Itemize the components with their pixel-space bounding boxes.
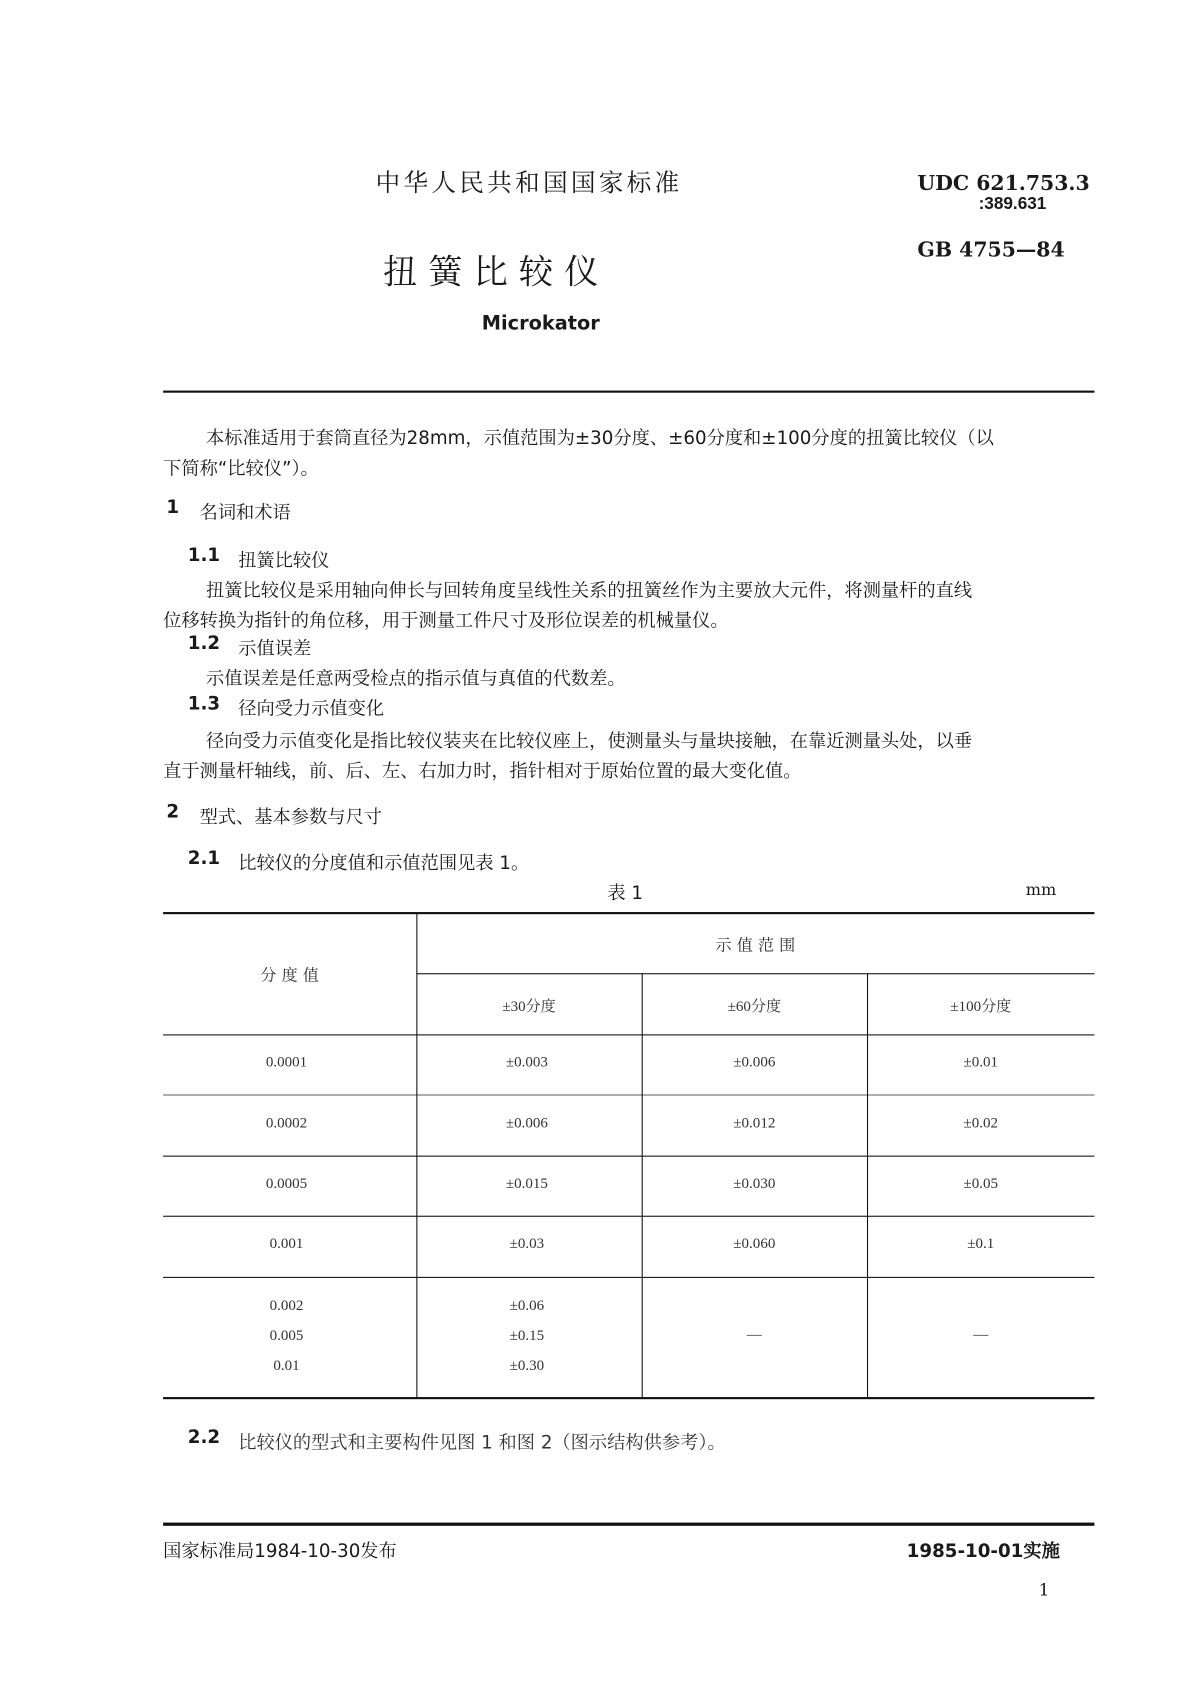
- body-line: 径向受力示值变化是指比较仪装夹在比较仪座上，使测量头与量块接触，在靠近测量头处，以垂: [206, 730, 973, 753]
- intro-line: 下简称“比较仪”）。: [163, 458, 319, 480]
- range-value: ±0.30: [509, 1358, 545, 1375]
- header-range: 示 值 范 围: [715, 935, 796, 955]
- division-value: 0.001: [269, 1236, 304, 1253]
- table-rule: [163, 1156, 1094, 1157]
- division-value: 0.01: [273, 1358, 300, 1375]
- body-line: 比较仪的分度值和示值范围见表 1。: [238, 853, 530, 875]
- range-value: ±0.1: [967, 1236, 995, 1253]
- division-value: 0.0001: [265, 1054, 308, 1071]
- section-title: 示值误差: [238, 638, 312, 660]
- table-col-rule: [416, 913, 417, 1398]
- range-value: ±0.01: [963, 1054, 998, 1071]
- gb-number: GB 4755—84: [917, 238, 1065, 262]
- range-value: ±0.15: [509, 1328, 545, 1345]
- section-title: 径向受力示值变化: [238, 698, 385, 720]
- range-value: ±0.05: [963, 1176, 998, 1193]
- footer-rule: [163, 1523, 1094, 1526]
- section-number: 2.1: [187, 847, 221, 870]
- division-value: 0.002: [269, 1298, 304, 1315]
- table-rule: [163, 1277, 1094, 1278]
- range-value-dash: —: [973, 1327, 989, 1344]
- section-number: 1: [166, 496, 180, 519]
- issue-date: 国家标准局1984-10-30发布: [163, 1540, 397, 1563]
- header-col: ±60分度: [727, 998, 781, 1016]
- range-value: ±0.006: [733, 1054, 776, 1071]
- table-rule: [163, 1216, 1094, 1217]
- standard-org: 中华人民共和国国家标准: [375, 169, 683, 198]
- table-rule: [163, 1034, 1094, 1035]
- page-number: 1: [1038, 1579, 1050, 1600]
- section-title: 名词和术语: [199, 502, 291, 524]
- header-division: 分 度 值: [260, 965, 319, 986]
- table-rule: [416, 973, 1094, 974]
- section-number: 1.2: [187, 633, 221, 655]
- document-title: 扭 簧 比 较 仪: [383, 251, 599, 292]
- division-value: 0.0002: [265, 1115, 308, 1133]
- body-line: 示值误差是任意两受检点的指示值与真值的代数差。: [206, 668, 626, 690]
- division-value: 0.0005: [265, 1176, 308, 1193]
- table-bottom-rule: [163, 1397, 1094, 1399]
- section-number: 2.2: [187, 1427, 221, 1449]
- intro-line: 本标准适用于套筒直径为28mm，示值范围为±30分度、±60分度和±100分度的扭簧比较仪（以: [206, 428, 994, 450]
- table-top-rule: [163, 912, 1094, 914]
- table-caption: 表 1: [607, 883, 643, 905]
- range-value: ±0.012: [733, 1115, 776, 1133]
- division-value: 0.005: [269, 1328, 304, 1345]
- range-value: ±0.02: [963, 1115, 998, 1133]
- udc-code-2: :389.631: [978, 195, 1047, 214]
- body-line: 直于测量杆轴线，前、后、左、右加力时，指针相对于原始位置的最大变化值。: [163, 760, 802, 783]
- section-number: 1.1: [187, 545, 221, 567]
- effective-date: 1985-10-01实施: [906, 1540, 1060, 1563]
- body-line: 比较仪的型式和主要构件见图 1 和图 2（图示结构供参考）。: [238, 1432, 726, 1454]
- range-value: ±0.015: [505, 1176, 548, 1193]
- range-value: ±0.030: [733, 1176, 776, 1193]
- udc-code: UDC 621.753.3: [917, 171, 1090, 196]
- table-rule: [163, 1094, 1094, 1095]
- english-title: Microkator: [481, 312, 600, 335]
- body-line: 位移转换为指针的角位移，用于测量工件尺寸及形位误差的机械量仪。: [163, 610, 729, 632]
- table-unit: mm: [1025, 879, 1057, 900]
- top-rule: [163, 391, 1094, 393]
- header-col: ±100分度: [950, 998, 1012, 1016]
- range-value: ±0.03: [509, 1236, 545, 1253]
- section-title: 扭簧比较仪: [238, 550, 330, 572]
- body-line: 扭簧比较仪是采用轴向伸长与回转角度呈线性关系的扭簧丝作为主要放大元件，将测量杆的直线: [206, 580, 973, 602]
- section-title: 型式、基本参数与尺寸: [199, 806, 382, 829]
- range-value: ±0.06: [509, 1298, 545, 1315]
- header-col: ±30分度: [502, 998, 556, 1016]
- range-value: ±0.006: [505, 1115, 548, 1133]
- range-value-dash: —: [746, 1327, 762, 1344]
- section-number: 1.3: [187, 693, 221, 715]
- section-number: 2: [166, 801, 180, 823]
- range-value: ±0.003: [505, 1054, 548, 1071]
- range-value: ±0.060: [733, 1236, 776, 1253]
